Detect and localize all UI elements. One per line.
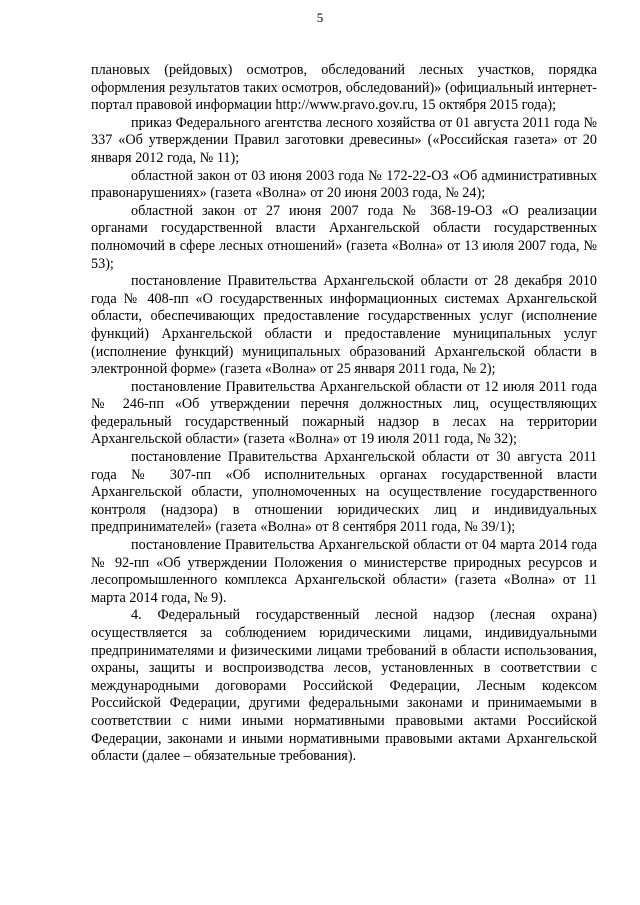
document-body [91,62,597,766]
paragraph-law-368-19-oz: областной закон от 27 июня 2007 года № 368-19-ОЗ «О реализации органами государственной власти Архангельской области государственных полномочий в сфере лесных отношений» (газета «Волна» от 13 июля 2007 года, № 53); [91,202,597,272]
paragraph-resolution-408-pp: постановление Правительства Архангельской области от 28 декабря 2010 года № 408-пп «О государственных информационных системах Архангельской области, обеспечивающих предоставление государственных услуг (исполнение функций) Архангельской области и предоставление муниципальных услуг (исполнение функций) муниципальных образований Архангельской области в электронной форме» (газета «Волна» от 25 января 2011 года, № 2); [91,273,597,378]
paragraph-resolution-307-pp: постановление Правительства Архангельской области от 30 августа 2011 года № 307-пп «Об исполнительных органах государственной власти Архангельской области, уполномоченных на осуществление государственного контроля (надзора) в отношении юридических лиц и индивидуальных предпринимателей» (газета «Волна» от 8 сентября 2011 года, № 39/1); [91,449,597,536]
paragraph-inspection-procedure-continuation: плановых (рейдовых) осмотров, обследований лесных участков, порядка оформления результатов таких осмотров, обследований)» (официальный интернет-портал правовой информации http://www.pravo.gov.ru, 15 октября 2015 года); [91,62,597,114]
paragraph-item-4: 4. Федеральный государственный лесной надзор (лесная охрана) осуществляется за соблюдением юридическими лицами, индивидуальными предпринимателями и физическими лицами требований в области использования, охраны, защиты и воспроизводства лесов, установленных в соответствии с международными договорами Российской Федерации, Лесным кодексом Российской Федерации, другими федеральными законами и принимаемыми в соответствии с ними иными нормативными правовыми актами Российской Федерации, законами и иными нормативными правовыми актами Архангельской области (далее – обязательные требования). [91,607,597,765]
paragraph-resolution-246-pp: постановление Правительства Архангельской области от 12 июля 2011 года № 246-пп «Об утверждении перечня должностных лиц, осуществляющих федеральный государственный пожарный надзор в лесах на территории Архангельской области» (газета «Волна» от 19 июля 2011 года, № 32); [91,378,597,448]
paragraph-resolution-92-pp: постановление Правительства Архангельской области от 04 марта 2014 года № 92-пп «Об утверждении Положения о министерстве природных ресурсов и лесопромышленного комплекса Архангельской области» (газета «Волна» от 11 марта 2014 года, № 9). [91,537,597,606]
paragraph-order-337: приказ Федерального агентства лесного хозяйства от 01 августа 2011 года № 337 «Об утверждении Правил заготовки древесины» («Российская газета» от 20 января 2012 года, № 11); [91,114,597,166]
page-number: 5 [316,10,324,25]
paragraph-law-172-22-oz: областной закон от 03 июня 2003 года № 172-22-ОЗ «Об административных правонарушениях» (газета «Волна» от 20 июня 2003 года, № 24); [91,167,597,202]
